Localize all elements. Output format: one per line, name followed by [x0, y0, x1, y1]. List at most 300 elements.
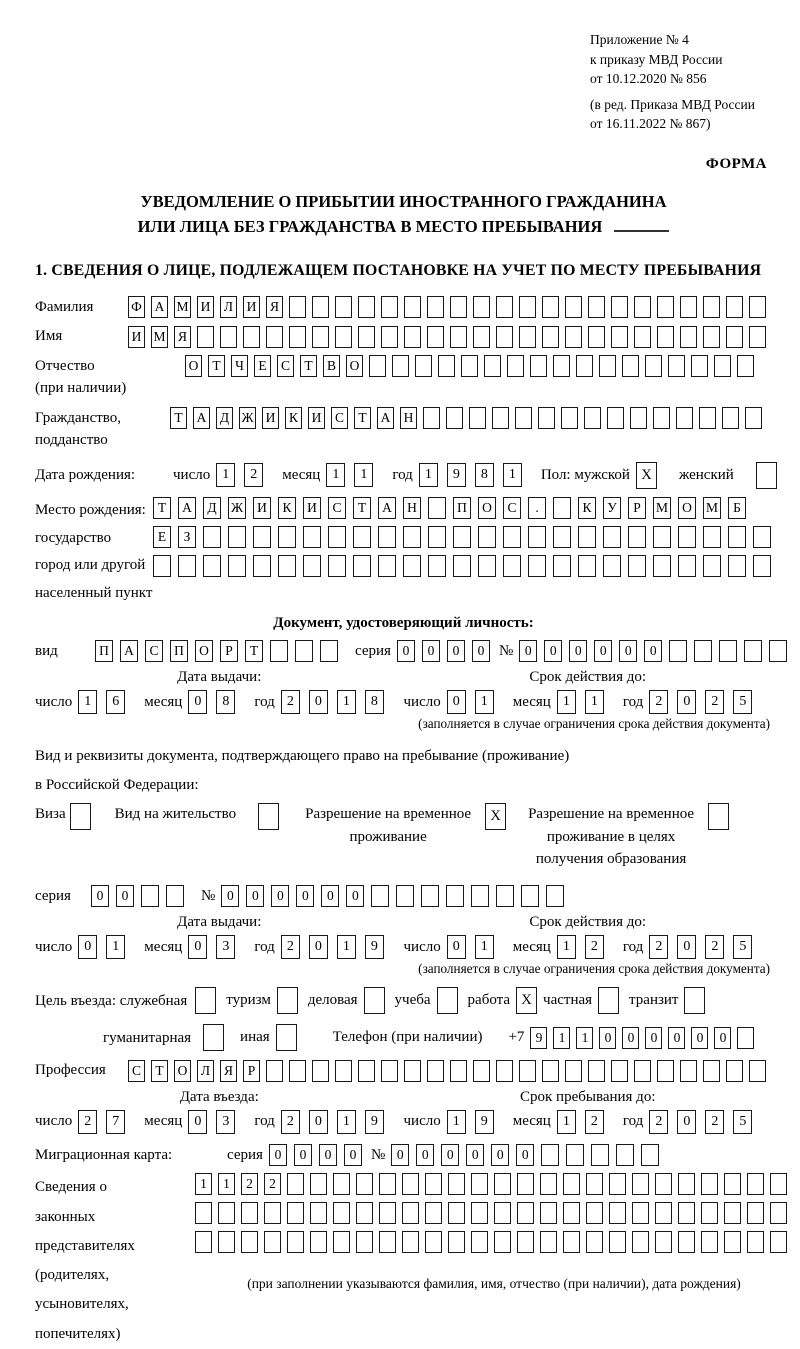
char-cell[interactable] [632, 1173, 649, 1195]
char-cell[interactable] [287, 1231, 304, 1253]
char-cell[interactable]: Д [203, 497, 221, 519]
char-cell[interactable] [425, 1231, 442, 1253]
char-cell[interactable]: 0 [619, 640, 637, 662]
char-cell[interactable] [423, 407, 440, 429]
char-cell[interactable]: 0 [677, 690, 696, 714]
char-cell[interactable] [645, 355, 662, 377]
char-cell[interactable] [471, 1231, 488, 1253]
char-cell[interactable] [428, 497, 446, 519]
checkbox-cell[interactable] [598, 987, 619, 1014]
char-cell[interactable] [471, 1202, 488, 1224]
char-cell[interactable]: 1 [503, 463, 522, 487]
char-cell[interactable] [609, 1173, 626, 1195]
char-cell[interactable]: О [346, 355, 363, 377]
char-cell[interactable] [356, 1173, 373, 1195]
char-cell[interactable] [392, 355, 409, 377]
char-cell[interactable]: И [303, 497, 321, 519]
char-cell[interactable]: П [95, 640, 113, 662]
char-cell[interactable]: 0 [188, 1110, 207, 1134]
char-cell[interactable] [680, 296, 697, 318]
char-cell[interactable]: Т [353, 497, 371, 519]
char-cell[interactable]: С [331, 407, 348, 429]
char-cell[interactable]: Т [153, 497, 171, 519]
char-cell[interactable]: Б [728, 497, 746, 519]
char-cell[interactable] [358, 326, 375, 348]
char-cell[interactable] [310, 1173, 327, 1195]
char-cell[interactable] [576, 355, 593, 377]
char-cell[interactable] [586, 1202, 603, 1224]
char-cell[interactable]: Я [174, 326, 191, 348]
char-cell[interactable]: 1 [553, 1027, 570, 1049]
char-cell[interactable]: 1 [475, 690, 494, 714]
char-cell[interactable]: 0 [645, 1027, 662, 1049]
char-cell[interactable]: А [151, 296, 168, 318]
char-cell[interactable]: О [174, 1060, 191, 1082]
char-cell[interactable] [320, 640, 338, 662]
char-cell[interactable] [680, 1060, 697, 1082]
char-cell[interactable]: 2 [649, 690, 668, 714]
char-cell[interactable] [358, 296, 375, 318]
char-cell[interactable] [484, 355, 501, 377]
char-cell[interactable]: А [120, 640, 138, 662]
char-cell[interactable]: Я [266, 296, 283, 318]
char-cell[interactable]: О [478, 497, 496, 519]
char-cell[interactable]: П [453, 497, 471, 519]
char-cell[interactable] [402, 1173, 419, 1195]
char-cell[interactable] [530, 355, 547, 377]
char-cell[interactable] [438, 355, 455, 377]
char-cell[interactable] [494, 1231, 511, 1253]
checkbox-cell[interactable]: X [516, 987, 537, 1014]
char-cell[interactable]: Д [216, 407, 233, 429]
char-cell[interactable] [753, 526, 771, 548]
char-cell[interactable] [628, 555, 646, 577]
char-cell[interactable] [379, 1173, 396, 1195]
char-cell[interactable] [565, 326, 582, 348]
char-cell[interactable]: 0 [296, 885, 314, 907]
char-cell[interactable]: 1 [557, 935, 576, 959]
char-cell[interactable]: Н [400, 407, 417, 429]
char-cell[interactable] [312, 296, 329, 318]
char-cell[interactable] [632, 1231, 649, 1253]
char-cell[interactable] [266, 1060, 283, 1082]
char-cell[interactable] [553, 555, 571, 577]
char-cell[interactable]: 9 [530, 1027, 547, 1049]
char-cell[interactable]: 0 [516, 1144, 534, 1166]
char-cell[interactable]: Т [208, 355, 225, 377]
char-cell[interactable]: 1 [326, 463, 345, 487]
char-cell[interactable] [220, 326, 237, 348]
char-cell[interactable]: 0 [188, 690, 207, 714]
char-cell[interactable] [278, 526, 296, 548]
char-cell[interactable]: Т [245, 640, 263, 662]
char-cell[interactable] [427, 1060, 444, 1082]
char-cell[interactable] [714, 355, 731, 377]
char-cell[interactable]: 2 [705, 1110, 724, 1134]
char-cell[interactable] [379, 1231, 396, 1253]
char-cell[interactable] [253, 526, 271, 548]
char-cell[interactable] [749, 1060, 766, 1082]
char-cell[interactable]: Т [170, 407, 187, 429]
char-cell[interactable]: И [262, 407, 279, 429]
char-cell[interactable] [425, 1202, 442, 1224]
char-cell[interactable] [353, 555, 371, 577]
char-cell[interactable] [737, 1027, 754, 1049]
char-cell[interactable] [289, 326, 306, 348]
char-cell[interactable] [478, 526, 496, 548]
char-cell[interactable]: Е [153, 526, 171, 548]
char-cell[interactable] [453, 555, 471, 577]
checkbox-cell[interactable] [277, 987, 298, 1014]
char-cell[interactable]: Р [628, 497, 646, 519]
char-cell[interactable] [494, 1202, 511, 1224]
char-cell[interactable]: 1 [475, 935, 494, 959]
char-cell[interactable] [335, 1060, 352, 1082]
char-cell[interactable] [703, 326, 720, 348]
char-cell[interactable]: 0 [691, 1027, 708, 1049]
char-cell[interactable] [680, 326, 697, 348]
char-cell[interactable] [669, 640, 687, 662]
char-cell[interactable] [655, 1202, 672, 1224]
char-cell[interactable]: 0 [269, 1144, 287, 1166]
char-cell[interactable] [471, 1173, 488, 1195]
char-cell[interactable]: 0 [677, 935, 696, 959]
char-cell[interactable]: 2 [585, 1110, 604, 1134]
char-cell[interactable] [450, 1060, 467, 1082]
char-cell[interactable]: 1 [78, 690, 97, 714]
char-cell[interactable] [769, 640, 787, 662]
char-cell[interactable]: И [128, 326, 145, 348]
char-cell[interactable] [657, 326, 674, 348]
char-cell[interactable] [503, 555, 521, 577]
char-cell[interactable] [303, 526, 321, 548]
checkbox-cell[interactable] [437, 987, 458, 1014]
char-cell[interactable]: Я [220, 1060, 237, 1082]
char-cell[interactable]: С [128, 1060, 145, 1082]
char-cell[interactable]: Р [220, 640, 238, 662]
char-cell[interactable] [653, 407, 670, 429]
char-cell[interactable] [473, 1060, 490, 1082]
char-cell[interactable]: У [603, 497, 621, 519]
char-cell[interactable] [546, 885, 564, 907]
char-cell[interactable] [563, 1173, 580, 1195]
char-cell[interactable]: 9 [447, 463, 466, 487]
char-cell[interactable] [469, 407, 486, 429]
char-cell[interactable]: А [178, 497, 196, 519]
char-cell[interactable] [289, 296, 306, 318]
char-cell[interactable]: 0 [321, 885, 339, 907]
char-cell[interactable]: 8 [475, 463, 494, 487]
char-cell[interactable] [403, 555, 421, 577]
char-cell[interactable] [427, 326, 444, 348]
char-cell[interactable] [303, 555, 321, 577]
char-cell[interactable]: 0 [466, 1144, 484, 1166]
char-cell[interactable] [542, 1060, 559, 1082]
char-cell[interactable]: 0 [309, 1110, 328, 1134]
char-cell[interactable] [328, 526, 346, 548]
checkbox-cell[interactable] [684, 987, 705, 1014]
char-cell[interactable]: М [703, 497, 721, 519]
char-cell[interactable]: О [678, 497, 696, 519]
char-cell[interactable]: 8 [216, 690, 235, 714]
char-cell[interactable]: . [528, 497, 546, 519]
char-cell[interactable]: 9 [365, 935, 384, 959]
char-cell[interactable]: И [243, 296, 260, 318]
char-cell[interactable] [722, 407, 739, 429]
char-cell[interactable]: И [253, 497, 271, 519]
char-cell[interactable] [611, 1060, 628, 1082]
char-cell[interactable]: 2 [264, 1173, 281, 1195]
char-cell[interactable]: Ф [128, 296, 145, 318]
char-cell[interactable] [369, 355, 386, 377]
char-cell[interactable]: 0 [644, 640, 662, 662]
char-cell[interactable] [264, 1231, 281, 1253]
char-cell[interactable]: 0 [569, 640, 587, 662]
char-cell[interactable] [586, 1231, 603, 1253]
char-cell[interactable] [701, 1173, 718, 1195]
char-cell[interactable] [289, 1060, 306, 1082]
char-cell[interactable] [448, 1173, 465, 1195]
char-cell[interactable] [678, 555, 696, 577]
char-cell[interactable]: 0 [447, 935, 466, 959]
char-cell[interactable] [333, 1202, 350, 1224]
char-cell[interactable] [378, 555, 396, 577]
char-cell[interactable]: А [378, 497, 396, 519]
char-cell[interactable] [703, 296, 720, 318]
char-cell[interactable]: 0 [422, 640, 440, 662]
char-cell[interactable]: 2 [705, 935, 724, 959]
char-cell[interactable] [425, 1173, 442, 1195]
char-cell[interactable]: 2 [649, 1110, 668, 1134]
char-cell[interactable]: 0 [441, 1144, 459, 1166]
char-cell[interactable] [379, 1202, 396, 1224]
char-cell[interactable] [381, 326, 398, 348]
char-cell[interactable] [446, 407, 463, 429]
char-cell[interactable] [611, 296, 628, 318]
char-cell[interactable] [563, 1231, 580, 1253]
char-cell[interactable] [655, 1173, 672, 1195]
char-cell[interactable] [333, 1173, 350, 1195]
char-cell[interactable] [519, 1060, 536, 1082]
char-cell[interactable] [356, 1231, 373, 1253]
char-cell[interactable] [310, 1202, 327, 1224]
char-cell[interactable] [737, 355, 754, 377]
char-cell[interactable] [588, 1060, 605, 1082]
char-cell[interactable] [528, 526, 546, 548]
char-cell[interactable] [312, 326, 329, 348]
char-cell[interactable] [478, 555, 496, 577]
char-cell[interactable] [588, 326, 605, 348]
char-cell[interactable] [428, 526, 446, 548]
char-cell[interactable]: Л [197, 1060, 214, 1082]
char-cell[interactable]: 5 [733, 690, 752, 714]
char-cell[interactable]: 7 [106, 1110, 125, 1134]
char-cell[interactable] [622, 355, 639, 377]
char-cell[interactable] [653, 555, 671, 577]
char-cell[interactable]: М [174, 296, 191, 318]
char-cell[interactable]: О [195, 640, 213, 662]
char-cell[interactable]: И [197, 296, 214, 318]
char-cell[interactable] [253, 555, 271, 577]
char-cell[interactable]: К [285, 407, 302, 429]
char-cell[interactable] [753, 555, 771, 577]
char-cell[interactable] [634, 1060, 651, 1082]
char-cell[interactable]: 1 [337, 1110, 356, 1134]
char-cell[interactable] [747, 1231, 764, 1253]
char-cell[interactable]: 2 [649, 935, 668, 959]
char-cell[interactable]: 0 [544, 640, 562, 662]
char-cell[interactable]: 0 [116, 885, 134, 907]
char-cell[interactable]: К [278, 497, 296, 519]
char-cell[interactable] [494, 1173, 511, 1195]
char-cell[interactable]: 1 [216, 463, 235, 487]
char-cell[interactable]: К [578, 497, 596, 519]
char-cell[interactable] [603, 555, 621, 577]
char-cell[interactable] [473, 296, 490, 318]
char-cell[interactable] [655, 1231, 672, 1253]
char-cell[interactable]: 0 [346, 885, 364, 907]
char-cell[interactable] [243, 326, 260, 348]
char-cell[interactable] [528, 555, 546, 577]
checkbox-cell[interactable] [756, 462, 777, 489]
char-cell[interactable]: 0 [519, 640, 537, 662]
checkbox-cell[interactable] [708, 803, 729, 830]
char-cell[interactable]: В [323, 355, 340, 377]
char-cell[interactable] [521, 885, 539, 907]
char-cell[interactable]: 0 [319, 1144, 337, 1166]
char-cell[interactable] [381, 296, 398, 318]
char-cell[interactable]: А [377, 407, 394, 429]
char-cell[interactable] [668, 355, 685, 377]
char-cell[interactable]: М [151, 326, 168, 348]
char-cell[interactable] [496, 885, 514, 907]
char-cell[interactable]: 8 [365, 690, 384, 714]
char-cell[interactable]: 0 [344, 1144, 362, 1166]
char-cell[interactable]: 1 [337, 690, 356, 714]
char-cell[interactable]: 5 [733, 935, 752, 959]
checkbox-cell[interactable] [203, 1024, 224, 1051]
char-cell[interactable]: 0 [246, 885, 264, 907]
char-cell[interactable] [517, 1173, 534, 1195]
char-cell[interactable]: Е [254, 355, 271, 377]
char-cell[interactable] [404, 326, 421, 348]
char-cell[interactable] [517, 1231, 534, 1253]
char-cell[interactable] [203, 555, 221, 577]
char-cell[interactable] [678, 526, 696, 548]
char-cell[interactable] [563, 1202, 580, 1224]
char-cell[interactable] [473, 326, 490, 348]
char-cell[interactable]: 0 [677, 1110, 696, 1134]
char-cell[interactable] [703, 555, 721, 577]
char-cell[interactable] [728, 526, 746, 548]
char-cell[interactable] [703, 526, 721, 548]
char-cell[interactable] [657, 296, 674, 318]
char-cell[interactable]: 0 [668, 1027, 685, 1049]
char-cell[interactable] [446, 885, 464, 907]
char-cell[interactable] [540, 1202, 557, 1224]
char-cell[interactable]: Р [243, 1060, 260, 1082]
char-cell[interactable] [749, 326, 766, 348]
char-cell[interactable] [519, 326, 536, 348]
char-cell[interactable] [632, 1202, 649, 1224]
char-cell[interactable] [719, 640, 737, 662]
char-cell[interactable] [578, 526, 596, 548]
char-cell[interactable] [287, 1202, 304, 1224]
char-cell[interactable] [561, 407, 578, 429]
char-cell[interactable] [335, 296, 352, 318]
char-cell[interactable] [356, 1202, 373, 1224]
char-cell[interactable]: 0 [91, 885, 109, 907]
char-cell[interactable] [335, 326, 352, 348]
char-cell[interactable]: 2 [78, 1110, 97, 1134]
char-cell[interactable] [657, 1060, 674, 1082]
char-cell[interactable] [628, 526, 646, 548]
char-cell[interactable] [726, 326, 743, 348]
char-cell[interactable] [770, 1231, 787, 1253]
char-cell[interactable] [701, 1231, 718, 1253]
char-cell[interactable] [381, 1060, 398, 1082]
char-cell[interactable]: М [653, 497, 671, 519]
char-cell[interactable]: 2 [281, 935, 300, 959]
char-cell[interactable] [653, 526, 671, 548]
char-cell[interactable] [153, 555, 171, 577]
char-cell[interactable] [450, 296, 467, 318]
char-cell[interactable] [402, 1202, 419, 1224]
char-cell[interactable]: 9 [475, 1110, 494, 1134]
char-cell[interactable] [699, 407, 716, 429]
char-cell[interactable]: 0 [447, 640, 465, 662]
char-cell[interactable]: 1 [585, 690, 604, 714]
char-cell[interactable] [358, 1060, 375, 1082]
char-cell[interactable] [415, 355, 432, 377]
char-cell[interactable] [540, 1231, 557, 1253]
char-cell[interactable] [266, 326, 283, 348]
char-cell[interactable] [378, 526, 396, 548]
char-cell[interactable]: 0 [622, 1027, 639, 1049]
char-cell[interactable]: 0 [714, 1027, 731, 1049]
char-cell[interactable]: 0 [472, 640, 490, 662]
char-cell[interactable] [578, 555, 596, 577]
char-cell[interactable] [404, 1060, 421, 1082]
char-cell[interactable] [492, 407, 509, 429]
char-cell[interactable] [195, 1231, 212, 1253]
checkbox-cell[interactable]: X [485, 803, 506, 830]
char-cell[interactable]: Ч [231, 355, 248, 377]
char-cell[interactable]: 3 [216, 1110, 235, 1134]
char-cell[interactable]: 1 [419, 463, 438, 487]
char-cell[interactable]: 2 [585, 935, 604, 959]
char-cell[interactable]: О [185, 355, 202, 377]
char-cell[interactable]: 2 [244, 463, 263, 487]
char-cell[interactable] [678, 1173, 695, 1195]
char-cell[interactable]: 0 [78, 935, 97, 959]
char-cell[interactable] [428, 555, 446, 577]
char-cell[interactable] [630, 407, 647, 429]
char-cell[interactable] [228, 526, 246, 548]
char-cell[interactable] [203, 526, 221, 548]
char-cell[interactable]: С [328, 497, 346, 519]
char-cell[interactable]: 2 [241, 1173, 258, 1195]
char-cell[interactable] [496, 296, 513, 318]
char-cell[interactable] [403, 526, 421, 548]
char-cell[interactable]: С [145, 640, 163, 662]
checkbox-cell[interactable] [364, 987, 385, 1014]
char-cell[interactable] [241, 1231, 258, 1253]
char-cell[interactable] [310, 1231, 327, 1253]
char-cell[interactable]: Т [354, 407, 371, 429]
char-cell[interactable] [228, 555, 246, 577]
char-cell[interactable] [744, 640, 762, 662]
